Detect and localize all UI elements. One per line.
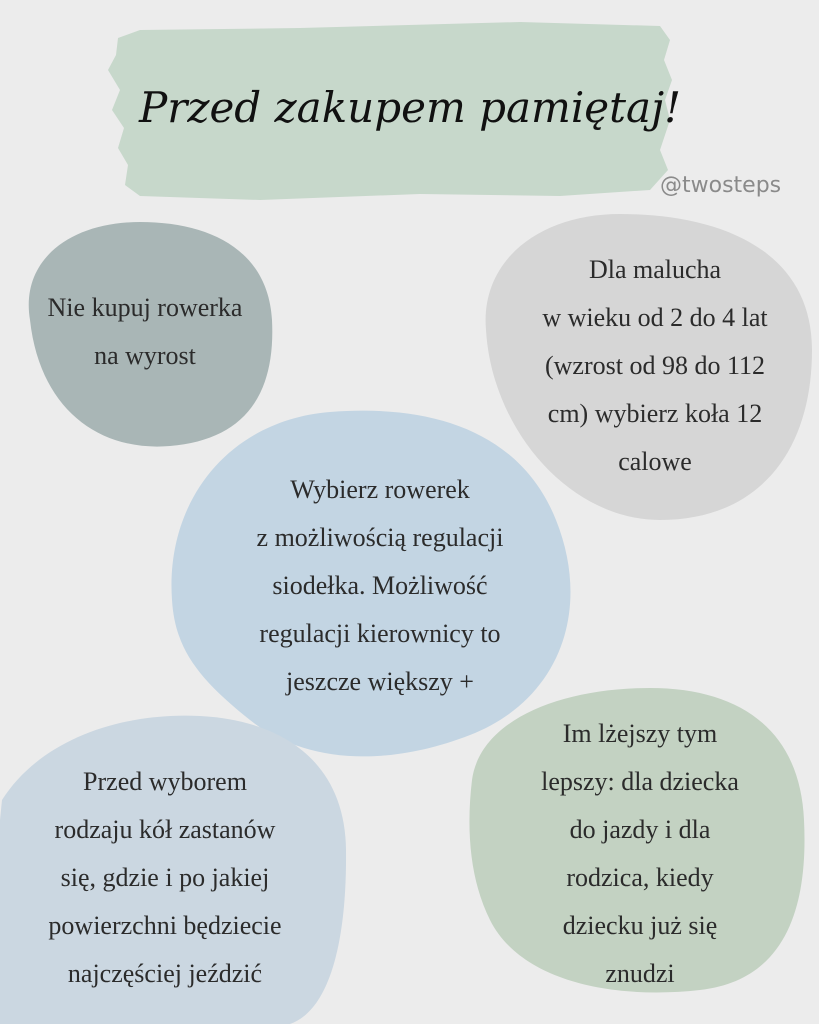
tip-text-2: Dla malucha w wieku od 2 do 4 lat (wzrost od 98 do 112 cm) wybierz koła 12 calowe bbox=[542, 255, 768, 476]
tip-text-1: Nie kupuj rowerka na wyrost bbox=[47, 293, 243, 370]
tip-text-4: Przed wyborem rodzaju kół zastanów się, gdzie i po jakiej powierzchni będziecie najczęściej jeździć bbox=[48, 767, 282, 988]
page-title: Przed zakupem pamiętaj! bbox=[138, 83, 681, 132]
tip-text-5: Im lżejszy tym lepszy: dla dziecka do jazdy i dla rodzica, kiedy dziecku już się znudzi bbox=[541, 719, 739, 988]
tip-text-3: Wybierz rowerek z możliwością regulacji siodełka. Możliwość regulacji kierownicy to jeszcze większy + bbox=[256, 475, 504, 696]
author-handle: @twosteps bbox=[660, 173, 782, 198]
